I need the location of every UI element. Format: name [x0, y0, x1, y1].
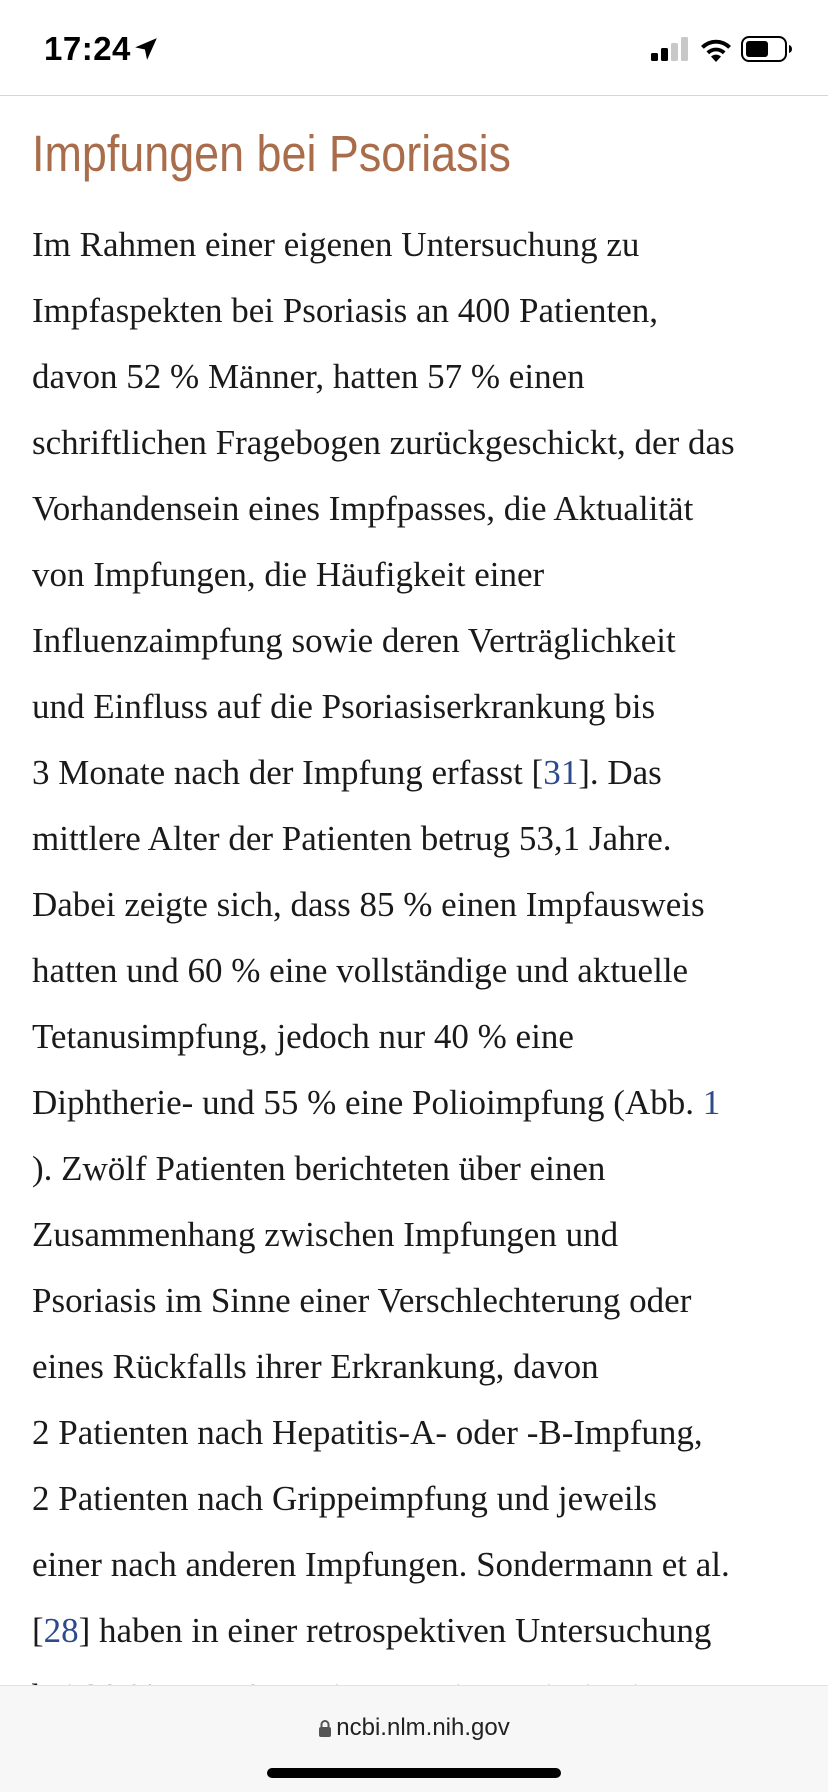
status-time: 17:24 [44, 30, 131, 67]
body-text: Vorhandensein eines Impfpasses, die Aktualität [32, 489, 694, 528]
body-text: und Einfluss auf die Psoriasiserkrankung bis [32, 687, 656, 726]
body-text: hatten und 60 % eine vollständige und aktuelle [32, 951, 689, 990]
body-line [32, 938, 802, 1004]
url-display[interactable] [0, 1714, 828, 1742]
body-line [32, 872, 802, 938]
body-text: mittlere Alter der Patienten betrug 53,1 Jahre. [32, 819, 672, 858]
body-text: ). Zwölf Patienten berichteten über einen [32, 1149, 606, 1188]
body-line [32, 278, 802, 344]
reference-link-31[interactable]: 31 [543, 753, 579, 792]
body-text: von Impfungen, die Häufigkeit einer [32, 555, 545, 594]
body-line [32, 1400, 802, 1466]
body-text: schriftlichen Fragebogen zurückgeschickt, der das [32, 423, 735, 462]
body-line [32, 1136, 802, 1202]
body-text: davon 52 % Männer, hatten 57 % einen [32, 357, 585, 396]
article [32, 100, 802, 1730]
body-line [32, 410, 802, 476]
body-text: [ [32, 1611, 44, 1650]
location-arrow-icon [133, 36, 159, 62]
lock-icon [318, 1719, 332, 1737]
body-line [32, 1466, 802, 1532]
body-text: ] haben in einer retrospektiven Untersuchung [78, 1611, 712, 1650]
body-line [32, 806, 802, 872]
body-line [32, 212, 802, 278]
body-text: Zusammenhang zwischen Impfungen und [32, 1215, 619, 1254]
body-text: Diphtherie- und 55 % eine Polioimpfung (Abb. [32, 1083, 703, 1122]
body-line [32, 1070, 802, 1136]
status-bar [0, 0, 828, 96]
body-text: ]. Das [578, 753, 662, 792]
battery-icon [741, 36, 793, 62]
body-line [32, 740, 802, 806]
body-text: 2 Patienten nach Grippeimpfung und jeweils [32, 1479, 657, 1518]
body-line [32, 1598, 802, 1664]
body-text: Dabei zeigte sich, dass 85 % einen Impfausweis [32, 885, 705, 924]
figure-link-1[interactable]: 1 [702, 1083, 721, 1122]
body-text: Influenzaimpfung sowie deren Verträglichkeit [32, 621, 676, 660]
reference-link-28[interactable]: 28 [43, 1611, 79, 1650]
body-line [32, 476, 802, 542]
wifi-icon [698, 35, 734, 63]
body-text: Tetanusimpfung, jedoch nur 40 % eine [32, 1017, 574, 1056]
body-line [32, 344, 802, 410]
body-text: eines Rückfalls ihrer Erkrankung, davon [32, 1347, 599, 1386]
body-line [32, 1334, 802, 1400]
body-line [32, 674, 802, 740]
body-line [32, 542, 802, 608]
body-line [32, 1268, 802, 1334]
article-body [32, 212, 802, 1730]
body-text: 2 Patienten nach Hepatitis-A- oder -B-Impfung, [32, 1413, 703, 1452]
article-title: Impfungen bei Psoriasis [32, 125, 511, 182]
body-line [32, 1202, 802, 1268]
body-text: Im Rahmen einer eigenen Untersuchung zu [32, 225, 640, 264]
url-domain: ncbi.nlm.nih.gov [336, 1714, 510, 1741]
body-text: 3 Monate nach der Impfung erfasst [ [32, 753, 544, 792]
body-text: Impfaspekten bei Psoriasis an 400 Patienten, [32, 291, 658, 330]
body-line [32, 1004, 802, 1070]
body-line [32, 1532, 802, 1598]
body-text: einer nach anderen Impfungen. Sondermann et al. [32, 1545, 730, 1584]
body-text: Psoriasis im Sinne einer Verschlechterung oder [32, 1281, 692, 1320]
browser-url-bar[interactable] [0, 1685, 828, 1792]
cellular-signal-icon [651, 37, 691, 61]
home-indicator[interactable] [267, 1768, 561, 1778]
body-line [32, 608, 802, 674]
